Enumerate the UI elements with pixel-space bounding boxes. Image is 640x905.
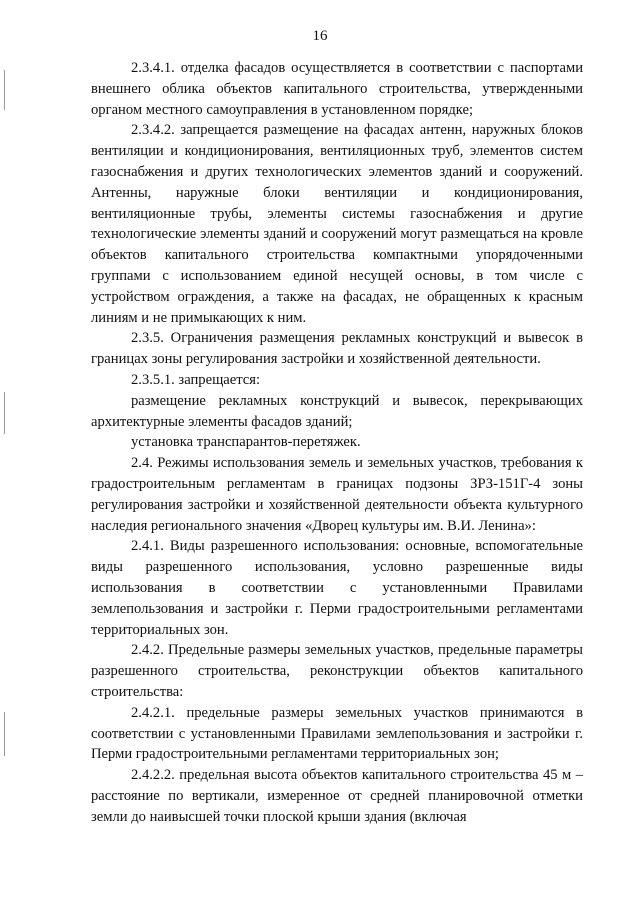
paragraph-2-4-2: 2.4.2. Предельные размеры земельных участков, предельные параметры разрешенного строительства, реконструкции объектов капитального строительства: (91, 642, 583, 700)
paragraph-2-3-4-2: 2.3.4.2. запрещается размещение на фасадах антенн, наружных блоков вентиляции и кондиционирования, вентиляционных труб, элементов систем газоснабжения и других технологических элементов зданий и сооружений. Антенны, наружные блоки вентиляции и кондиционирования, вентиляционные трубы, элементы системы газоснабжения и другие технологические элементы зданий и сооружений могут размещаться на кровле объектов капитального строительства компактными упорядоченными группами с использованием единой несущей основы, в том числе с устройством ограждения, а также на фасадах, не обращенных к красным линиям и не примыкающих к ним. (91, 122, 583, 326)
paragraph-2-3-5: 2.3.5. Ограничения размещения рекламных конструкций и вывесок в границах зоны регулирования застройки и хозяйственной деятельности. (91, 330, 583, 368)
scan-edge-line (4, 392, 5, 434)
scan-edge-line (4, 70, 5, 110)
paragraph-2-4-2-2: 2.4.2.2. предельная высота объектов капитального строительства 45 м – расстояние по вертикали, измеренное от средней планировочной отметки земли до наивысшей точки плоской крыши здания (включая (91, 767, 583, 825)
document-body (91, 58, 583, 827)
paragraph-banner-restriction: установка транспарантов-перетяжек. (131, 434, 361, 451)
paragraph-ad-restriction: размещение рекламных конструкций и вывесок, перекрывающих архитектурные элементы фасадов зданий; (91, 392, 583, 430)
scan-edge-line (4, 712, 5, 756)
paragraph-2-4-2-1: 2.4.2.1. предельные размеры земельных участков принимаются в соответствии с установленными Правилами землепользования и застройки г. Перми градостроительными регламентами территориальных зон; (91, 704, 583, 763)
paragraph-2-4: 2.4. Режимы использования земель и земельных участков, требования к градостроительным регламентам в границах подзоны ЗРЗ-151Г-4 зоны регулирования застройки и хозяйственной деятельности объекта культурного наследия регионального значения «Дворец культуры им. В.И. Ленина»: (91, 455, 583, 534)
paragraph-2-3-4-1: 2.3.4.1. отделка фасадов осуществляется в соответствии с паспортами внешнего облика объектов капитального строительства, утвержденными органом местного самоуправления в установленном порядке; (91, 60, 583, 118)
page-number: 16 (312, 28, 328, 44)
paragraph-2-3-5-1: 2.3.5.1. запрещается: (131, 371, 261, 388)
paragraph-2-4-1: 2.4.1. Виды разрешенного использования: основные, вспомогательные виды разрешенного использования, условно разрешенные виды использования в соответствии с установленными Правилами землепользования и застройки г. Перми градостроительными регламентами территориальных зон. (91, 538, 583, 638)
